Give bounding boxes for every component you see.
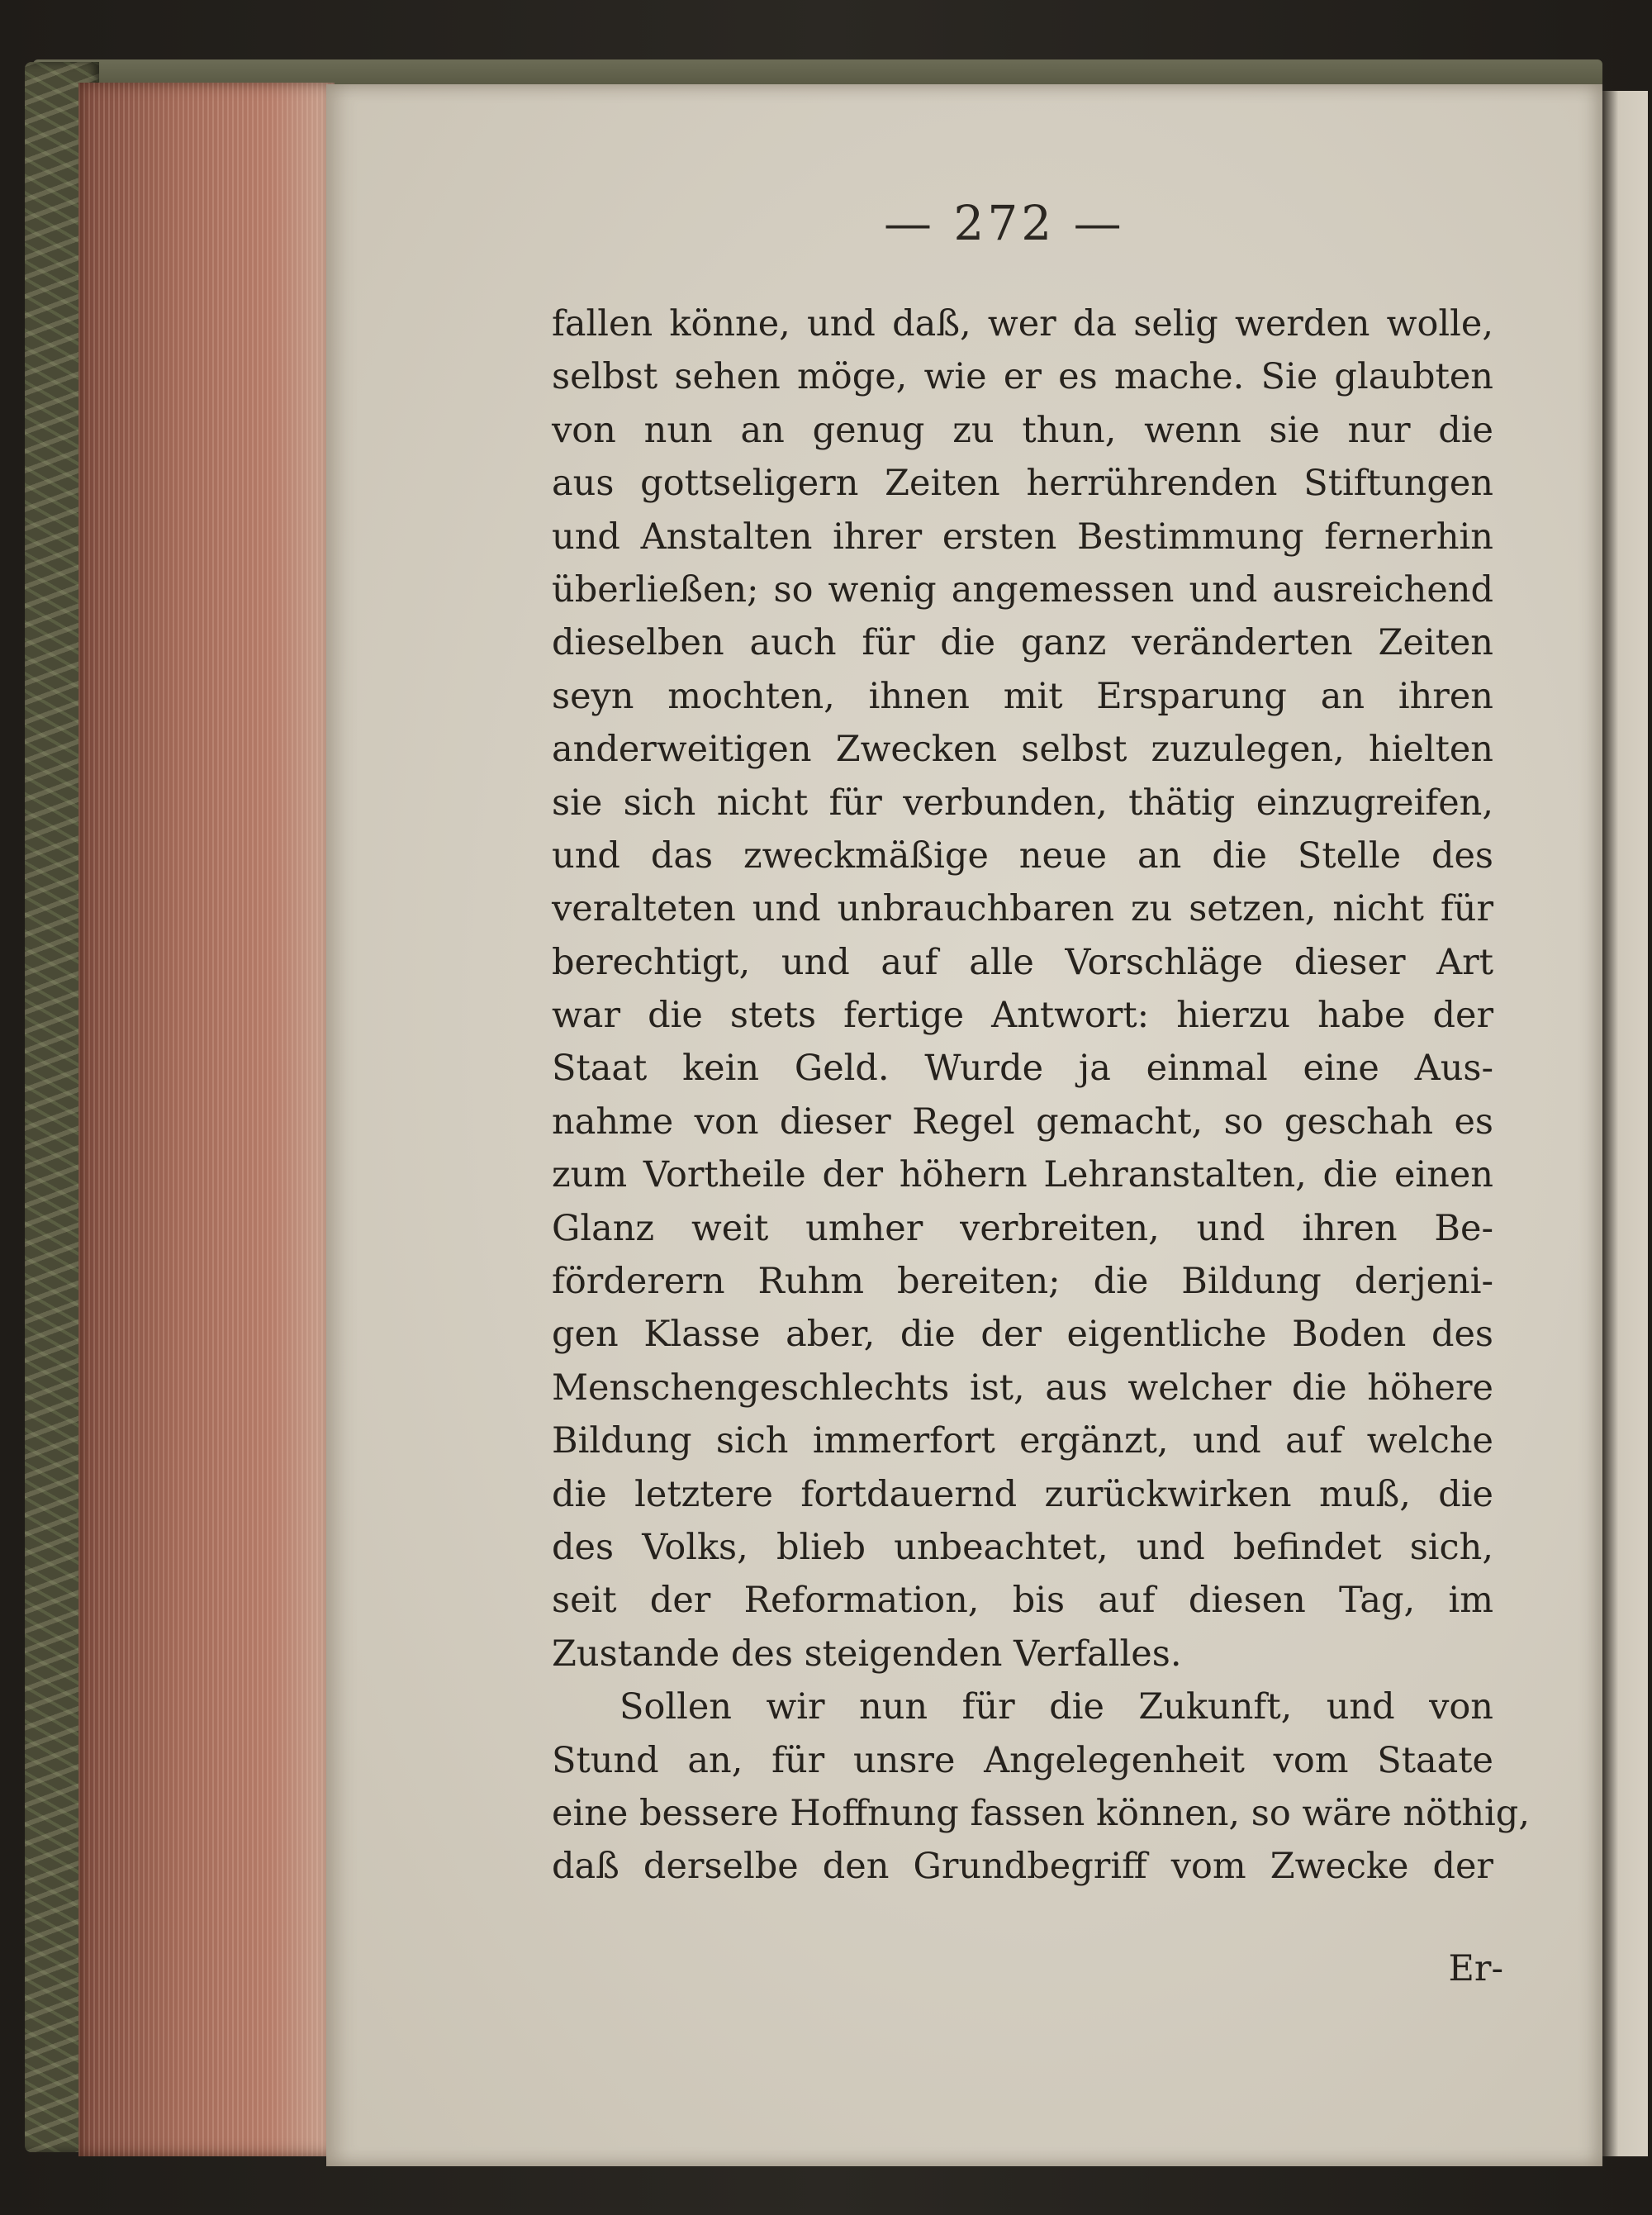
- text-line: seit der Reformation, bis auf diesen Tag, im: [552, 1580, 1493, 1622]
- text-line: anderweitigen Zwecken selbst zuzulegen, hielten: [552, 729, 1493, 771]
- text-line: war die stets fertige Antwort: hierzu habe der: [552, 995, 1493, 1037]
- text-line: selbst sehen möge, wie er es mache. Sie glaubten: [552, 356, 1493, 398]
- text-line-paragraph-start: Sollen wir nun für die Zukunft, und von: [620, 1686, 1493, 1728]
- text-line: dieselben auch für die ganz veränderten Zeiten: [552, 622, 1493, 664]
- text-line: eine bessere Hoffnung fassen können, so wäre nöthig,: [552, 1792, 1530, 1834]
- facing-page-edge: [1602, 91, 1648, 2156]
- red-page-edges: [78, 83, 335, 2156]
- text-line: förderern Ruhm bereiten; die Bildung derjeni-: [552, 1261, 1493, 1303]
- text-line: sie sich nicht für verbunden, thätig einzugreifen,: [552, 782, 1493, 824]
- text-line: aus gottseligern Zeiten herrührenden Stiftungen: [552, 463, 1493, 505]
- text-line: und Anstalten ihrer ersten Bestimmung fernerhin: [552, 516, 1493, 558]
- page-text-block: [552, 297, 1530, 1894]
- text-line: Staat kein Geld. Wurde ja einmal eine Aus-: [552, 1048, 1493, 1090]
- text-line: des Volks, blieb unbeachtet, und befindet sich,: [552, 1526, 1493, 1568]
- text-line: Menschengeschlechts ist, aus welcher die höhere: [552, 1367, 1493, 1409]
- text-line: nahme von dieser Regel gemacht, so geschah es: [552, 1100, 1493, 1143]
- text-line: gen Klasse aber, die der eigentliche Boden des: [552, 1314, 1493, 1356]
- text-line: und das zweckmäßige neue an die Stelle des: [552, 834, 1493, 877]
- text-line: Bildung sich immerfort ergänzt, und auf welche: [552, 1420, 1493, 1462]
- text-line: zum Vortheile der höhern Lehranstalten, die einen: [552, 1154, 1493, 1196]
- text-line: berechtigt, und auf alle Vorschläge dieser Art: [552, 941, 1493, 983]
- text-line: fallen könne, und daß, wer da selig werden wolle,: [552, 303, 1493, 345]
- text-line: seyn mochten, ihnen mit Ersparung an ihren: [552, 675, 1493, 717]
- text-line: die letztere fortdauernd zurückwirken muß, die: [552, 1473, 1493, 1515]
- text-line: veralteten und unbrauchbaren zu setzen, nicht für: [552, 888, 1493, 930]
- text-line: daß derselbe den Grundbegriff vom Zwecke der: [552, 1846, 1493, 1888]
- text-line-paragraph-end: Zustande des steigenden Verfalles.: [552, 1633, 1182, 1675]
- catchword: Er-: [1448, 1948, 1503, 1989]
- text-line: Stund an, für unsre Angelegenheit vom Staate: [552, 1739, 1493, 1781]
- page-number: — 272 —: [884, 195, 1125, 251]
- text-line: überließen; so wenig angemessen und ausreichend: [552, 568, 1493, 611]
- text-line: von nun an genug zu thun, wenn sie nur die: [552, 409, 1493, 451]
- text-line: Glanz weit umher verbreiten, und ihren Be-: [552, 1207, 1493, 1249]
